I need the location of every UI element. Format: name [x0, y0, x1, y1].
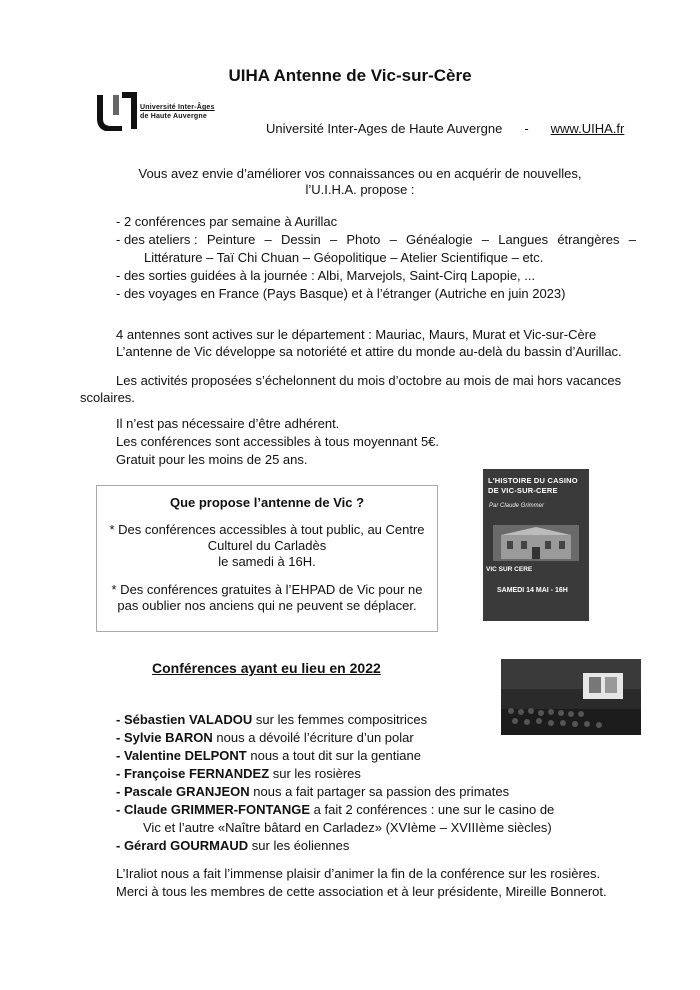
- conference-topic: nous a fait partager sa passion des primates: [249, 784, 510, 799]
- speaker-name: - Sylvie BARON: [116, 730, 213, 745]
- conference-topic: nous a tout dit sur la gentiane: [246, 748, 421, 763]
- box-ehpad-conferences: [105, 582, 429, 614]
- speaker-name: - Sébastien VALADOU: [116, 712, 253, 727]
- box-line: pas oublier nos anciens qui ne peuvent se déplacer.: [117, 598, 417, 613]
- poster-title-line: DE VIC-SUR-CERE: [488, 486, 558, 495]
- activities-line-2: scolaires.: [80, 390, 135, 405]
- workshop-word: –: [628, 232, 636, 247]
- workshop-word: étrangères: [557, 232, 620, 247]
- antennes-line-2: L’antenne de Vic développe sa notoriété et attire du monde au-delà du bassin d’Aurillac.: [116, 344, 622, 359]
- box-title: Que propose l’antenne de Vic ?: [169, 495, 365, 510]
- website-link[interactable]: www.UIHA.fr: [550, 121, 625, 136]
- workshop-word: Dessin: [280, 232, 321, 247]
- speaker-name: - Pascale GRANJEON: [116, 784, 250, 799]
- offer-item: - des voyages en France (Pays Basque) et à l’étranger (Autriche en juin 2023): [116, 286, 566, 301]
- box-line: Culturel du Carladès: [207, 538, 327, 553]
- box-line: * Des conférences accessibles à tout public, au Centre: [109, 522, 425, 537]
- closing-line-2: Merci à tous les membres de cette association et à leur présidente, Mireille Bonnerot.: [116, 884, 607, 899]
- poster-place: VIC SUR CERE: [486, 566, 533, 573]
- conference-item-continued: [116, 819, 576, 837]
- subtitle-dash: -: [524, 121, 529, 136]
- offer-item: - 2 conférences par semaine à Aurillac: [116, 214, 338, 229]
- conferences-heading: Conférences ayant eu lieu en 2022: [152, 660, 381, 676]
- poster-title: [488, 476, 578, 496]
- poster-title-line: L'HISTOIRE DU CASINO: [488, 476, 578, 485]
- speaker-name: - Françoise FERNANDEZ: [116, 766, 270, 781]
- workshop-word: –: [481, 232, 489, 247]
- page-title: UIHA Antenne de Vic-sur-Cère: [228, 66, 472, 85]
- closing-line-1: L’Iraliot nous a fait l’immense plaisir d’animer la fin de la conférence sur les rosières.: [116, 866, 601, 881]
- offer-item: - des sorties guidées à la journée : Albi, Marvejols, Saint-Cirq Lapopie, ...: [116, 268, 536, 283]
- conference-item: [116, 801, 576, 819]
- uiha-logo: [96, 91, 236, 131]
- conference-item: [116, 729, 576, 747]
- conference-item: [116, 837, 576, 855]
- conference-topic: sur les éoliennes: [248, 838, 350, 853]
- offer-item-workshops: [116, 231, 636, 249]
- conference-topic: a fait 2 conférences : une sur le casino de: [310, 802, 555, 817]
- intro-line-1: Vous avez envie d’améliorer vos connaissances ou en acquérir de nouvelles,: [138, 166, 582, 181]
- membership-line-2: Les conférences sont accessibles à tous moyennant 5€.: [116, 434, 440, 449]
- casino-building-icon: [493, 525, 579, 561]
- conference-item: [116, 783, 576, 801]
- membership-line-3: Gratuit pour les moins de 25 ans.: [116, 452, 308, 467]
- antennes-line-1: 4 antennes sont actives sur le département : Mauriac, Maurs, Murat et Vic-sur-Cère: [116, 327, 597, 342]
- casino-conference-poster: [483, 469, 589, 621]
- membership-line-1: Il n’est pas nécessaire d’être adhérent.: [116, 416, 340, 431]
- workshop-word: –: [389, 232, 397, 247]
- workshop-word: - des ateliers :: [116, 232, 198, 247]
- closing-paragraph: [116, 865, 636, 901]
- conference-topic: Vic et l’autre «Naître bâtard en Carladez» (XVIème – XVIIIème siècles): [143, 820, 552, 835]
- conference-topic: sur les rosières: [269, 766, 361, 781]
- membership-paragraph: [116, 415, 439, 469]
- workshop-word: Généalogie: [406, 232, 473, 247]
- conference-item: [116, 747, 576, 765]
- offer-item-continued: Littérature – Taï Chi Chuan – Géopolitique – Atelier Scientifique – etc.: [144, 250, 544, 265]
- box-public-conferences: [105, 522, 429, 570]
- org-name: Université Inter-Ages de Haute Auvergne: [266, 121, 503, 136]
- workshop-word: Photo: [346, 232, 381, 247]
- vic-offer-box: [96, 485, 438, 632]
- conference-topic: sur les femmes compositrices: [252, 712, 428, 727]
- workshop-word: –: [329, 232, 338, 247]
- poster-date: SAMEDI 14 MAI - 16H: [497, 587, 568, 594]
- workshop-word: –: [264, 232, 272, 247]
- box-line: le samedi à 16H.: [218, 554, 316, 569]
- logo-line-1: Université Inter-Âges: [140, 104, 215, 111]
- antennes-paragraph: [116, 326, 676, 360]
- logo-mark-icon: [96, 91, 138, 131]
- conference-item: [116, 711, 576, 729]
- speaker-name: - Gérard GOURMAUD: [116, 838, 249, 853]
- conference-item: [116, 765, 576, 783]
- activities-paragraph: [80, 372, 660, 406]
- workshop-word: Peinture: [206, 232, 256, 247]
- conference-topic: nous a dévoilé l’écriture d’un polar: [212, 730, 414, 745]
- conferences-list: [116, 711, 576, 855]
- workshop-word: Langues: [498, 232, 549, 247]
- logo-line-2: de Haute Auvergne: [140, 113, 207, 120]
- subtitle: [266, 121, 624, 136]
- activities-line-1: Les activités proposées s’échelonnent du mois d’octobre au mois de mai hors vacances: [116, 373, 622, 388]
- poster-author: Par Claude Grimmer: [489, 503, 545, 509]
- speaker-name: - Claude GRIMMER-FONTANGE: [116, 802, 311, 817]
- box-line: * Des conférences gratuites à l’EHPAD de Vic pour ne: [111, 582, 423, 597]
- intro-line-2: l’U.I.H.A. propose :: [305, 182, 415, 197]
- intro: [130, 166, 590, 198]
- speaker-name: - Valentine DELPONT: [116, 748, 247, 763]
- offers-list: [116, 213, 636, 303]
